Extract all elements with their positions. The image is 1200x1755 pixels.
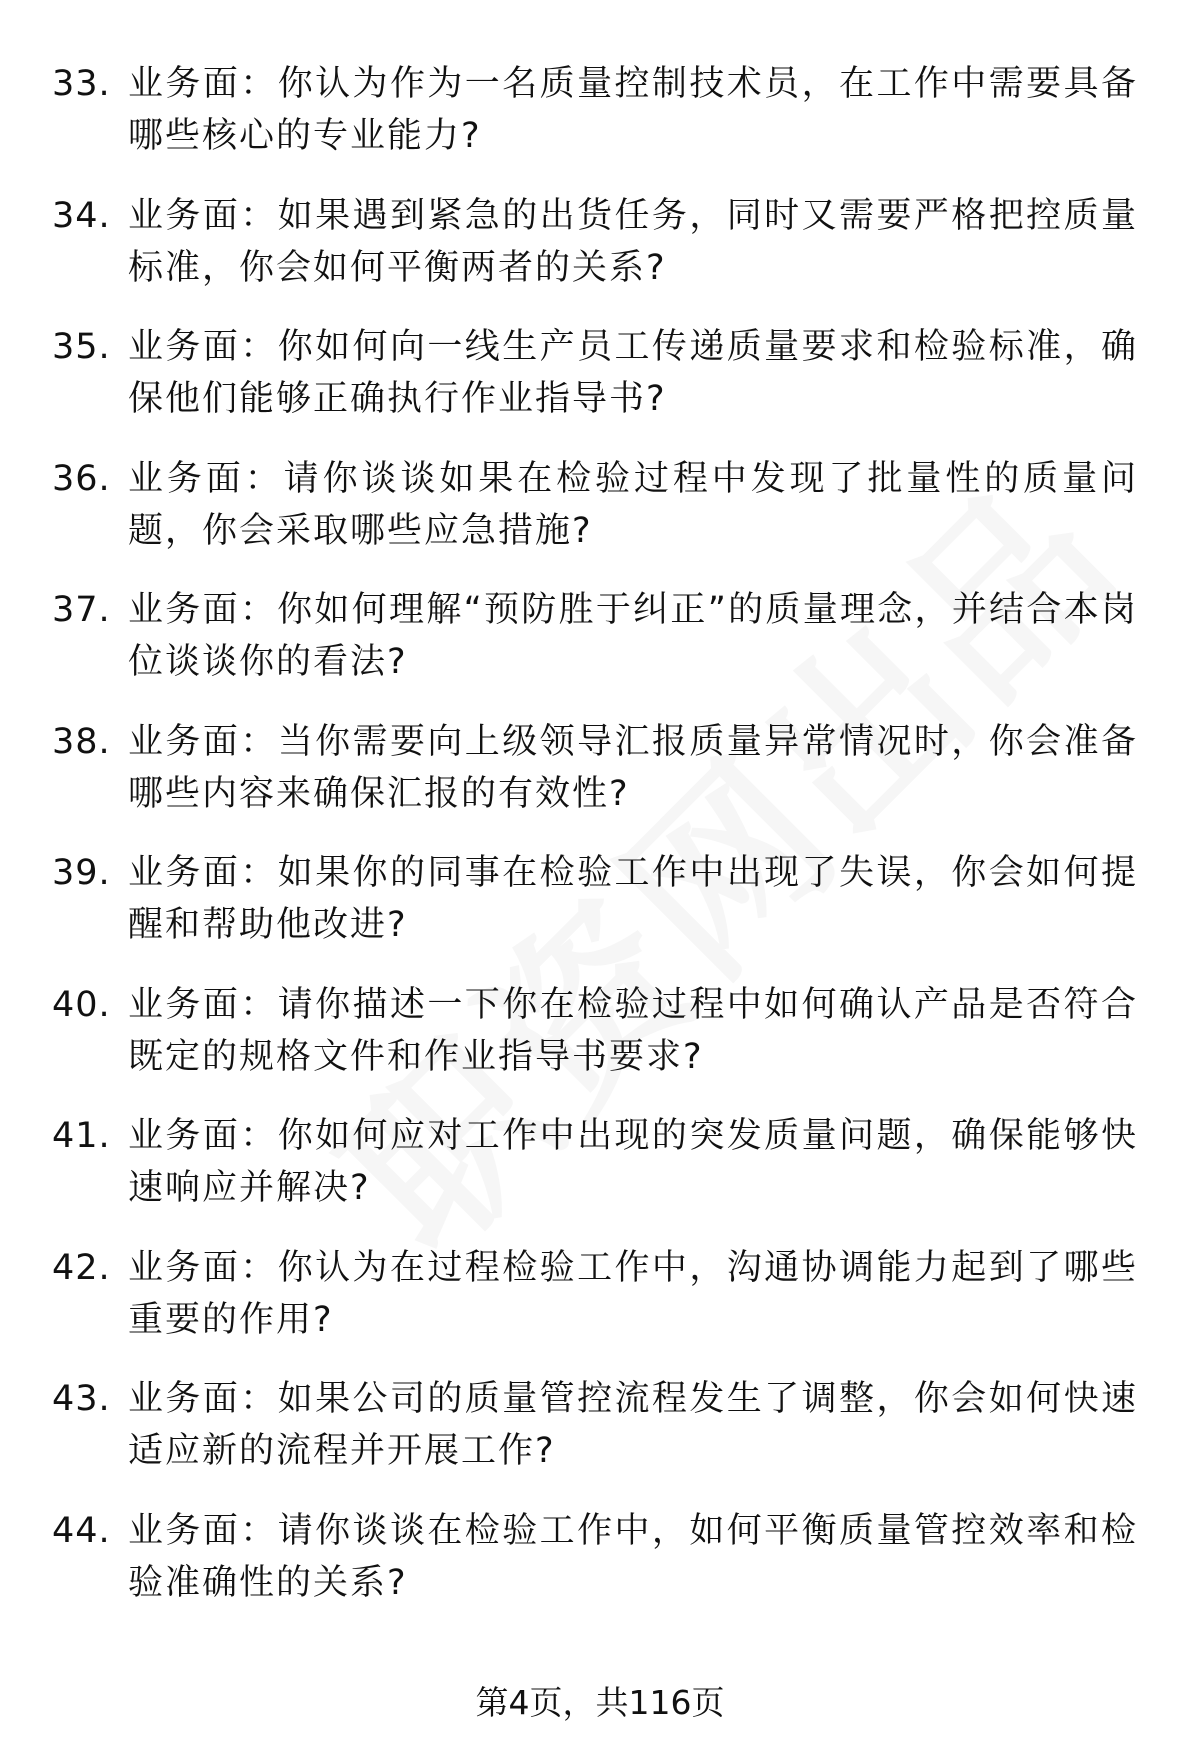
list-item — [0, 979, 1200, 1111]
question-text: 业务面：你认为在过程检验工作中，沟通协调能力起到了哪些重要的作用? — [128, 1247, 1138, 1340]
question-number: 43. — [52, 1379, 111, 1419]
list-item — [0, 321, 1200, 453]
question-list — [0, 58, 1200, 1636]
question-text: 业务面：如果你的同事在检验工作中出现了失误，你会如何提醒和帮助他改进? — [128, 853, 1138, 945]
question-text: 业务面：你如何向一线生产员工传递质量要求和检验标准，确保他们能够正确执行作业指导书? — [128, 327, 1138, 419]
question-number: 39. — [52, 853, 111, 893]
question-number: 34. — [52, 195, 111, 236]
list-item — [0, 584, 1200, 716]
list-item — [0, 1373, 1200, 1505]
question-text: 业务面：如果公司的质量管控流程发生了调整，你会如何快速适应新的流程并开展工作? — [128, 1379, 1138, 1471]
question-text: 业务面：请你谈谈在检验工作中，如何平衡质量管控效率和检验准确性的关系? — [128, 1510, 1138, 1603]
list-item — [0, 716, 1200, 848]
question-number: 37. — [52, 590, 111, 630]
question-text: 业务面：如果遇到紧急的出货任务，同时又需要严格把控质量标准，你会如何平衡两者的关系? — [128, 195, 1138, 288]
list-item — [0, 847, 1200, 979]
list-item — [0, 1242, 1200, 1374]
question-number: 44. — [52, 1510, 111, 1551]
question-text: 业务面：当你需要向上级领导汇报质量异常情况时，你会准备哪些内容来确保汇报的有效性? — [128, 721, 1138, 814]
question-number: 35. — [52, 327, 111, 367]
question-text: 业务面：请你描述一下你在检验过程中如何确认产品是否符合既定的规格文件和作业指导书要求? — [128, 984, 1138, 1077]
list-item — [0, 453, 1200, 585]
list-item — [0, 190, 1200, 322]
question-number: 41. — [52, 1116, 111, 1156]
question-number: 36. — [52, 458, 111, 499]
question-number: 42. — [52, 1247, 111, 1288]
question-text: 业务面：请你谈谈如果在检验过程中发现了批量性的质量问题，你会采取哪些应急措施? — [128, 458, 1138, 551]
question-number: 33. — [52, 64, 111, 104]
question-text: 业务面：你认为作为一名质量控制技术员，在工作中需要具备哪些核心的专业能力? — [128, 64, 1138, 156]
list-item — [0, 1505, 1200, 1637]
question-number: 38. — [52, 721, 111, 762]
question-text: 业务面：你如何应对工作中出现的突发质量问题，确保能够快速响应并解决? — [128, 1116, 1138, 1208]
page-number: 第4页，共116页 — [475, 1683, 725, 1722]
question-text: 业务面：你如何理解“预防胜于纠正”的质量理念，并结合本岗位谈谈你的看法? — [128, 590, 1138, 682]
question-number: 40. — [52, 984, 111, 1025]
list-item — [0, 1110, 1200, 1242]
list-item — [0, 58, 1200, 190]
